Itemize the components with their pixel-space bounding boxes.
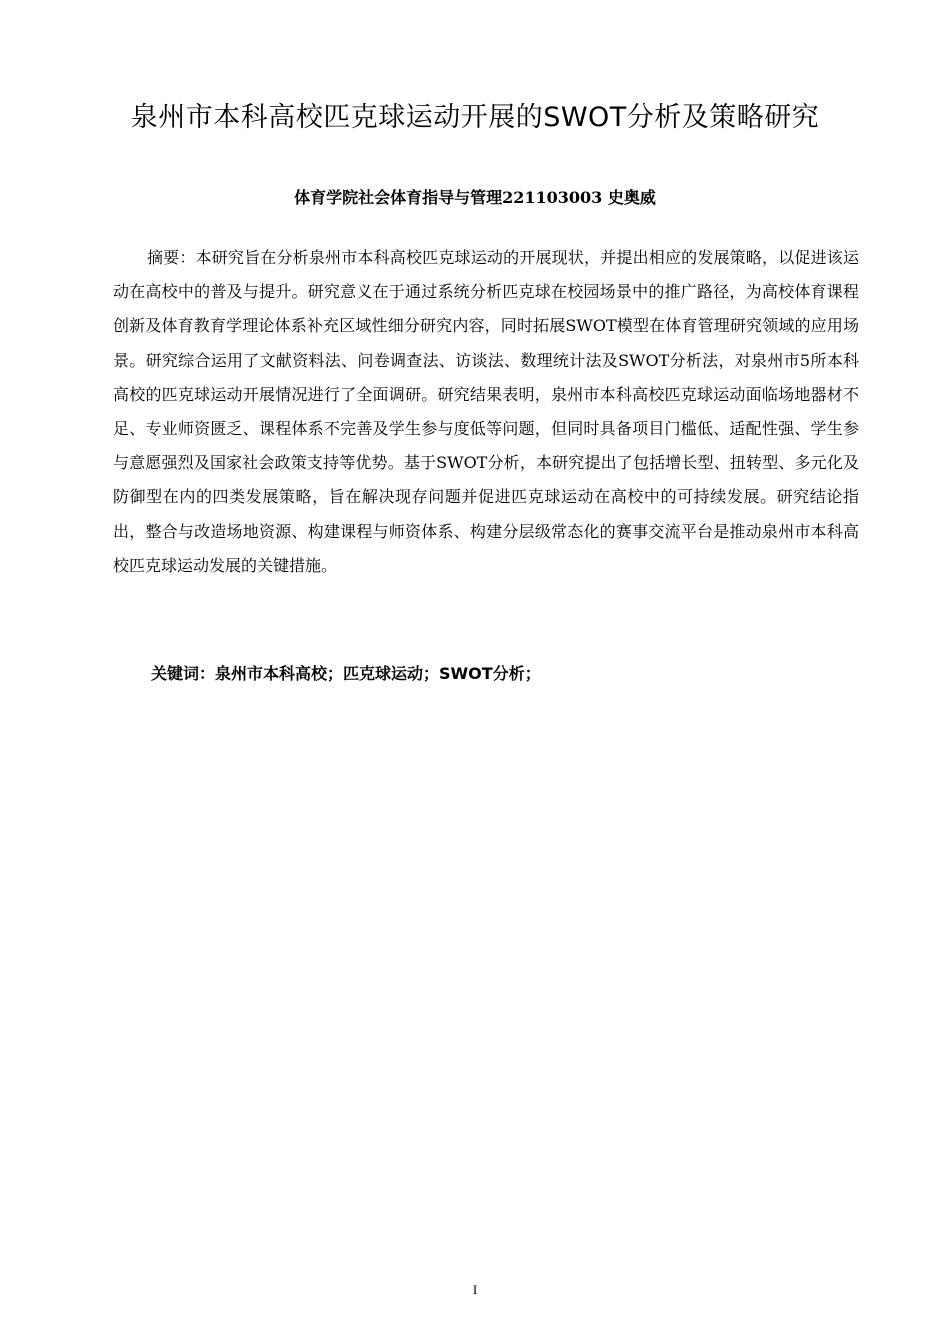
document-title: 泉州市本科高校匹克球运动开展的SWOT分析及策略研究 xyxy=(130,102,820,133)
author-byline: 体育学院社会体育指导与管理221103003 史奥威 xyxy=(294,188,656,207)
keywords-line: 关键词：泉州市本科高校；匹克球运动；SWOT分析； xyxy=(151,664,541,683)
abstract-paragraph: 摘要：本研究旨在分析泉州市本科高校匹克球运动的开展现状，并提出相应的发展策略，以促进该运动在高校中的普及与提升。研究意义在于通过系统分析匹克球在校园场景中的推广路径，为高校体育课程创新及体育教育学理论体系补充区域性细分研究内容，同时拓展SWOT模型在体育管理研究领域的应用场景。研究综合运用了文献资料法、问卷调查法、访谈法、数理统计法及SWOT分析法，对泉州市5所本科高校的匹克球运动开展情况进行了全面调研。研究结果表明，泉州市本科高校匹克球运动面临场地器材不足、专业师资匮乏、课程体系不完善及学生参与度低等问题，但同时具备项目门槛低、适配性强、学生参与意愿强烈及国家社会政策支持等优势。基于SWOT分析，本研究提出了包括增长型、扭转型、多元化及防御型在内的四类发展策略，旨在解决现存问题并促进匹克球运动在高校中的可持续发展。研究结论指出，整合与改造场地资源、构建课程与师资体系、构建分层级常态化的赛事交流平台是推动泉州市本科高校匹克球运动发展的关键措施。 xyxy=(113,248,859,575)
page-number: I xyxy=(472,1282,478,1297)
